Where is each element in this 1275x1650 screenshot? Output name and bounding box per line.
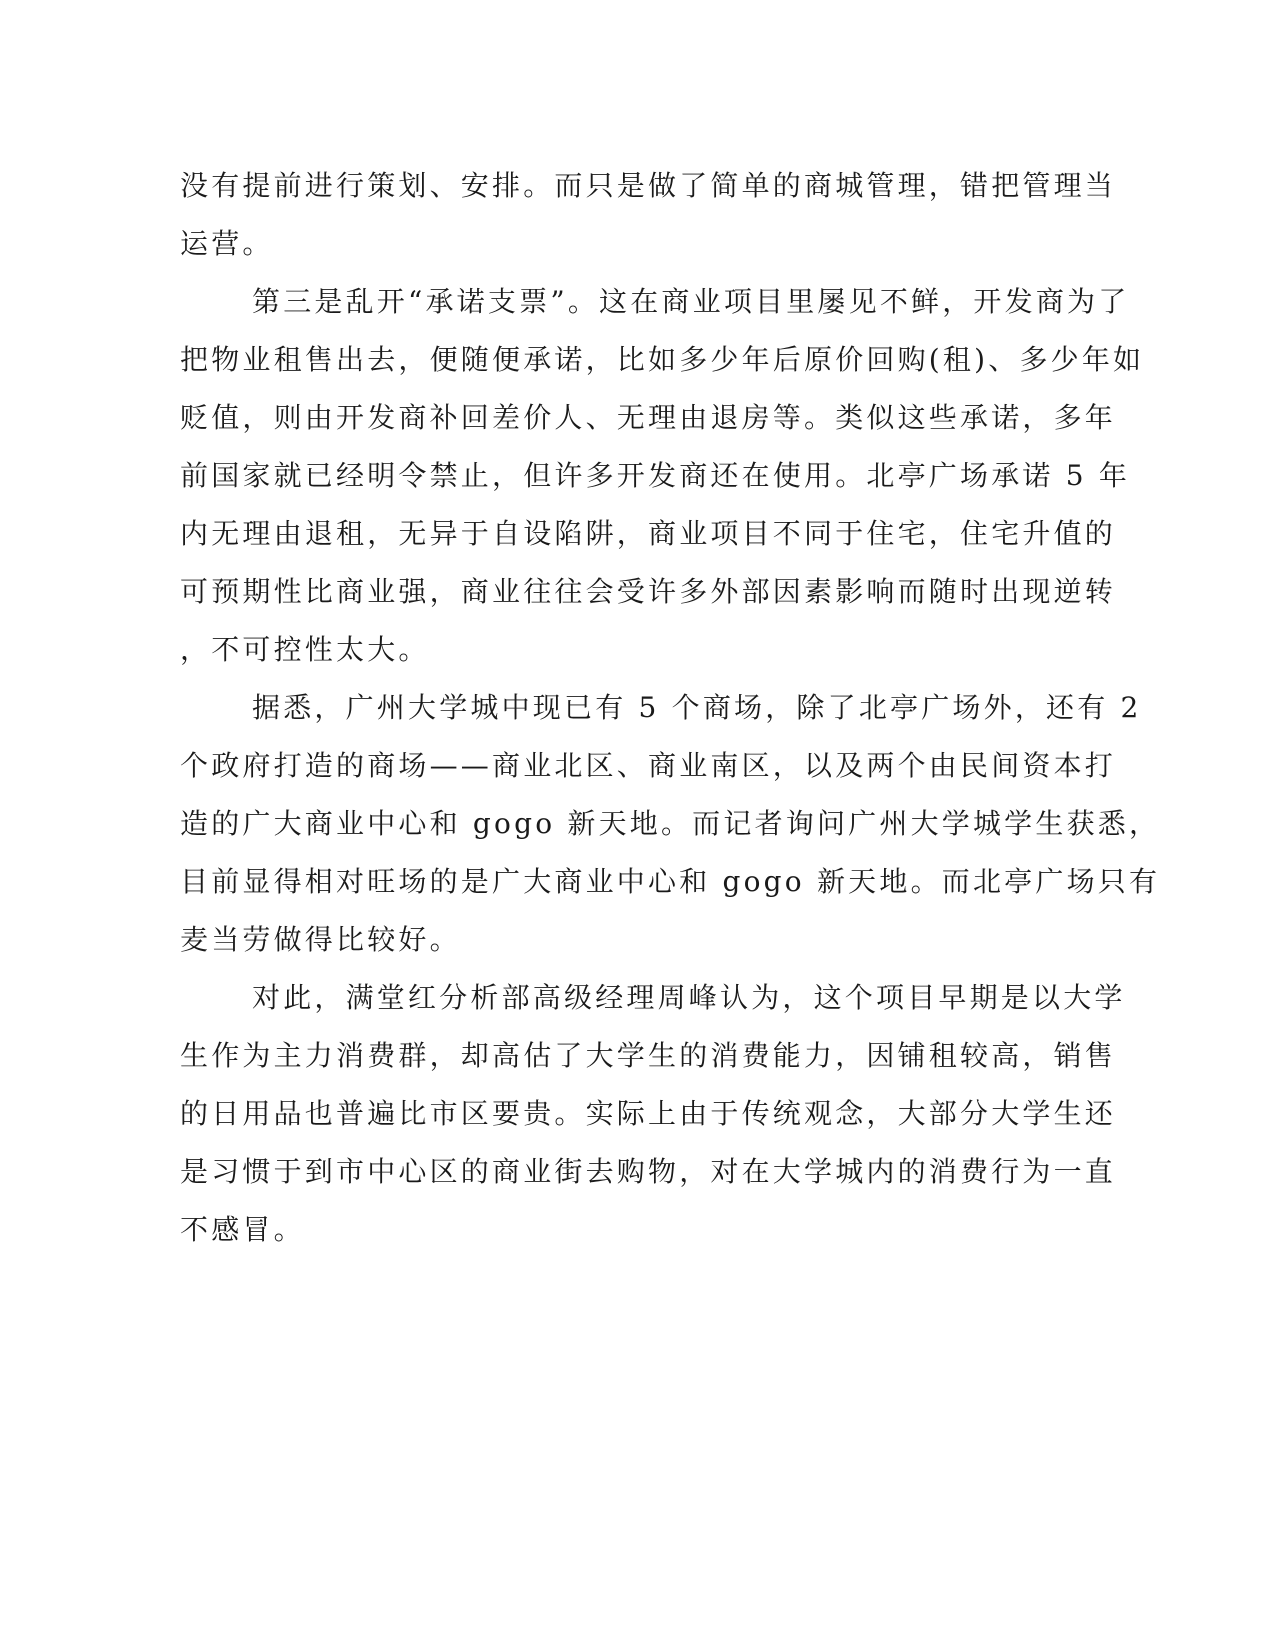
text-line: 内无理由退租，无异于自设陷阱，商业项目不同于住宅，住宅升值的 [180,517,1117,550]
text-line: 没有提前进行策划、安排。而只是做了简单的商城管理，错把管理当 [180,169,1117,202]
paragraph-start-line: 第三是乱开“承诺支票”。这在商业项目里屡见不鲜，开发商为了 [252,285,1130,318]
text-line: 个政府打造的商场——商业北区、商业南区，以及两个由民间资本打 [180,749,1117,782]
text-line: 的日用品也普遍比市区要贵。实际上由于传统观念，大部分大学生还 [180,1097,1117,1130]
text-line: 把物业租售出去，便随便承诺，比如多少年后原价回购(租)、多少年如 [180,343,1145,376]
text-line: 运营。 [180,227,274,260]
paragraph-start-line: 据悉，广州大学城中现已有 5 个商场，除了北亭广场外，还有 2 [252,691,1142,724]
text-line: 前国家就已经明令禁止，但许多开发商还在使用。北亭广场承诺 5 年 [180,459,1131,492]
text-line: 不感冒。 [180,1213,305,1246]
text-line: 生作为主力消费群，却高估了大学生的消费能力，因铺租较高，销售 [180,1039,1117,1072]
text-line: 麦当劳做得比较好。 [180,923,461,956]
paragraph-start-line: 对此，满堂红分析部高级经理周峰认为，这个项目早期是以大学 [252,981,1126,1014]
text-line: 是习惯于到市中心区的商业街去购物，对在大学城内的消费行为一直 [180,1155,1117,1188]
text-line: 贬值，则由开发商补回差价人、无理由退房等。类似这些承诺，多年 [180,401,1117,434]
text-line: 可预期性比商业强，商业往往会受许多外部因素影响而随时出现逆转 [180,575,1117,608]
body-text [180,157,1161,1259]
text-line: ，不可控性太大。 [180,633,430,666]
text-line: 造的广大商业中心和 gogo 新天地。而记者询问广州大学城学生获悉， [180,807,1161,840]
text-line: 目前显得相对旺场的是广大商业中心和 gogo 新天地。而北亭广场只有 [180,865,1161,898]
